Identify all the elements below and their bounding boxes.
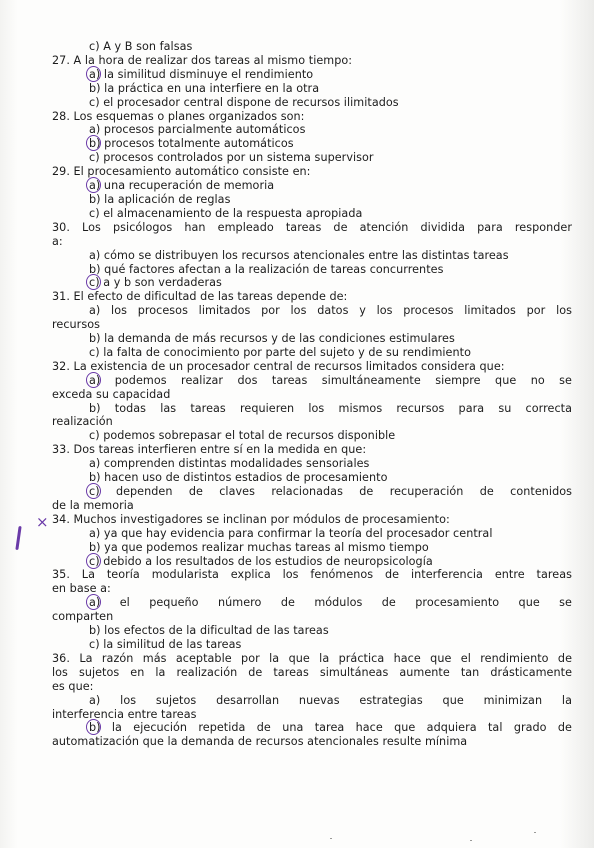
exam-text (52, 40, 572, 749)
answer-option-line: a) procesos parcialmente automáticos (89, 123, 306, 137)
question-line: 28. Los esquemas o planes organizados son: (52, 109, 305, 123)
answer-text: ) dependen de claves relacionadas de recuperación de contenidos (95, 485, 572, 498)
scan-speck (534, 832, 536, 833)
question-line: 30. Los psicólogos han empleado tareas de atención dividida para responder (52, 220, 572, 234)
question-line: comparten (52, 610, 114, 624)
question-line: recursos (52, 318, 100, 332)
question-line: de la memoria (52, 498, 134, 512)
question-line: en base a: (52, 582, 111, 596)
question-line: 34. Muchos investigadores se inclinan por módulos de procesamiento: (52, 512, 450, 526)
answer-text: ) debido a los resultados de los estudios de neuropsicología (95, 554, 433, 568)
answer-option-line: b) hacen uso de distintos estadios de procesamiento (89, 471, 388, 485)
answer-option-line: b) la aplicación de reglas (89, 192, 231, 206)
answer-option-line (52, 596, 572, 610)
answer-option-line: b) qué factores afectan a la realización de tareas concurrentes (89, 262, 444, 276)
circled-answer-letter: c (89, 485, 96, 498)
answer-option-line (52, 374, 572, 388)
question-line: 31. El efecto de dificultad de las tareas depende de: (52, 290, 348, 304)
answer-text: ) la similitud disminuye el rendimiento (95, 67, 314, 81)
answer-option-line (52, 721, 572, 735)
answer-option-line: a) los sujetos desarrollan nuevas estrategias que minimizan la (89, 693, 572, 707)
answer-option-line (52, 179, 572, 193)
answer-option-line: c) la falta de conocimiento por parte del sujeto y de su rendimiento (89, 345, 471, 359)
answer-option-line: c) el procesador central dispone de recursos ilimitados (89, 95, 399, 109)
question-line: 27. A la hora de realizar dos tareas al mismo tiempo: (52, 53, 353, 67)
question-line: interferencia entre tareas (52, 707, 197, 721)
question-line: 36. La razón más aceptable por la que la práctica hace que el rendimiento de (52, 651, 572, 665)
question-line: 32. La existencia de un procesador central de recursos limitados considera que: (52, 359, 505, 373)
answer-text: ) a y b son verdaderas (95, 276, 222, 290)
answer-text: ) el pequeño número de módulos de procesamiento que se (95, 596, 572, 610)
scan-speck (470, 840, 472, 841)
answer-option-line: c) la similitud de las tareas (89, 637, 242, 651)
answer-option-line (52, 68, 572, 82)
question-line: 33. Dos tareas interfieren entre sí en la medida en que: (52, 443, 367, 457)
answer-option-line (52, 485, 572, 499)
question-line: 35. La teoría modularista explica los fenómenos de interferencia entre tareas (52, 568, 572, 582)
cross-mark: × (36, 513, 49, 531)
answer-option-line (52, 137, 572, 151)
answer-option-line: c) procesos controlados por un sistema supervisor (89, 151, 374, 165)
answer-option-line (52, 555, 572, 569)
question-line: 29. El procesamiento automático consiste en: (52, 165, 311, 179)
answer-option-line: b) la demanda de más recursos y de las condiciones estimulares (89, 332, 455, 346)
answer-option-line: b) ya que podemos realizar muchas tareas al mismo tiempo (89, 540, 429, 554)
question-line: a: (52, 234, 63, 248)
answer-option-line: a) comprenden distintas modalidades sensoriales (89, 457, 370, 471)
answer-text: ) procesos totalmente automáticos (96, 137, 294, 151)
question-line: es que: (52, 679, 94, 693)
answer-option-line: a) cómo se distribuyen los recursos atencionales entre las distintas tareas (89, 248, 509, 262)
question-line: realización (52, 415, 113, 429)
circled-answer-letter: b (89, 137, 97, 151)
circled-answer-letter: a (89, 596, 96, 610)
answer-option-line (52, 276, 572, 290)
answer-text: ) la ejecución repetida de una tarea hace que adquiera tal grado de (96, 721, 572, 735)
circled-answer-letter: b (89, 721, 97, 735)
answer-option-line: a) ya que hay evidencia para confirmar la teoría del procesador central (89, 526, 493, 540)
question-line: automatización que la demanda de recursos atencionales resulte mínima (52, 735, 468, 749)
answer-option-line: a) los procesos limitados por los datos y los procesos limitados por los (89, 304, 572, 318)
answer-option-line: c) A y B son falsas (89, 40, 193, 53)
circled-answer-letter: a (89, 179, 96, 193)
circled-answer-letter: a (89, 67, 96, 81)
answer-option-line: b) los efectos de la dificultad de las tareas (89, 624, 329, 638)
answer-option-line: c) el almacenamiento de la respuesta apropiada (89, 206, 363, 220)
question-line: exceda su capacidad (52, 387, 171, 401)
answer-text: ) podemos realizar dos tareas simultáneamente siempre que no se (95, 373, 572, 387)
circled-answer-letter: a (89, 373, 96, 387)
answer-text: ) una recuperación de memoria (95, 179, 275, 193)
answer-option-line: c) podemos sobrepasar el total de recursos disponible (89, 429, 396, 443)
circled-answer-letter: c (89, 276, 96, 290)
circled-answer-letter: c (89, 554, 96, 568)
answer-option-line: b) todas las tareas requieren los mismos recursos para su correcta (89, 401, 572, 415)
question-line: los sujetos en la realización de tareas simultáneas aumente tan drásticamente (52, 665, 572, 679)
scan-speck (330, 838, 332, 839)
answer-option-line: b) la práctica en una interfiere en la otra (89, 81, 320, 95)
